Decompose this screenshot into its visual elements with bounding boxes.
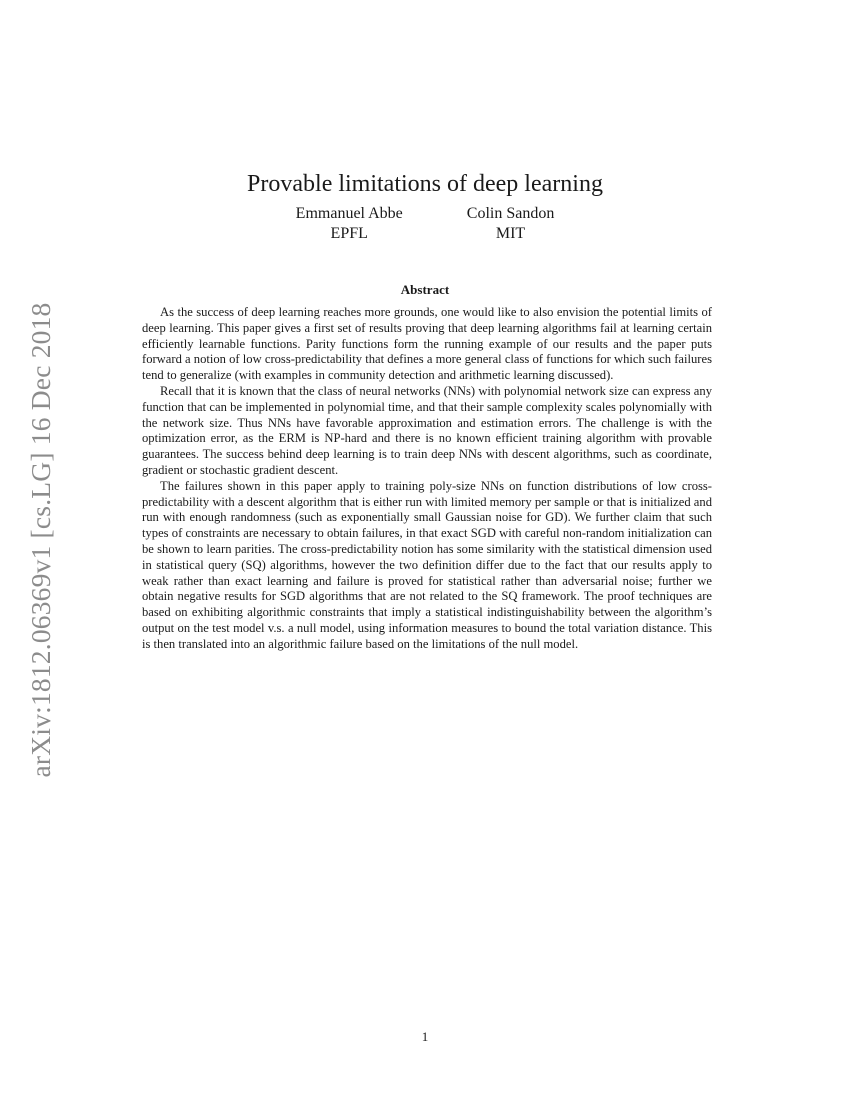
arxiv-sidebar-stamp (22, 290, 60, 790)
author-affiliation: EPFL (330, 225, 368, 242)
abstract-body (142, 305, 712, 653)
abstract-paragraph-3: The failures shown in this paper apply to training poly-size NNs on function distributions of low cross-predictability with a descent algorithm that is either run with limited memory per sample or that is initialized and run with enough randomness (such as exponentially small Gaussian noise for GD). We further claim that such types of constraints are necessary to obtain failures, in that exact SGD with careful non-random initialization can be shown to learn parities. The cross-predictability notion has some similarity with the statistical dimension used in statistical query (SQ) algorithms, however the two definition differ due to the fact that our results apply to weak rather than exact learning and failure is proved for statistical rather than adversarial noise; further we obtain negative results for SGD algorithms that are not related to the SQ framework. The proof techniques are based on exhibiting algorithmic constraints that imply a statistical indistinguishability between the algorithm’s output on the test model v.s. a null model, using information measures to bound the total variation distance. This is then translated into an algorithmic failure based on the limitations of the null model. (142, 478, 712, 651)
author-1 (296, 204, 403, 244)
author-affiliation: MIT (495, 225, 526, 242)
abstract-paragraph-2: Recall that it is known that the class of neural networks (NNs) with polynomial network size can express any function that can be implemented in polynomial time, and that their sample complexity scales polynomially with the network size. Thus NNs have favorable approximation and estimation errors. The challenge is with the optimization error, as the ERM is NP-hard and there is no known efficient training algorithm with provable guarantees. The success behind deep learning is to train deep NNs with descent algorithms, such as coordinate, gradient or stochastic gradient descent. (142, 383, 712, 477)
paper-title: Provable limitations of deep learning (247, 171, 603, 198)
author-block (0, 204, 850, 244)
author-name: Colin Sandon (466, 205, 555, 222)
abstract-heading: Abstract (400, 282, 450, 297)
author-name: Emmanuel Abbe (295, 205, 403, 222)
page-number: 1 (421, 1029, 429, 1044)
arxiv-identifier: arXiv:1812.06369v1 [cs.LG] 16 Dec 2018 (25, 302, 56, 778)
author-2 (467, 204, 555, 244)
abstract-paragraph-1: As the success of deep learning reaches more grounds, one would like to also envision the potential limits of deep learning. This paper gives a first set of results proving that deep learning algorithms fail at learning certain efficiently learnable functions. Parity functions form the running example of our results and the paper puts forward a notion of low cross-predictability that defines a more general class of functions for which such failures tend to generalize (with examples in community detection and arithmetic learning discussed). (142, 305, 712, 383)
